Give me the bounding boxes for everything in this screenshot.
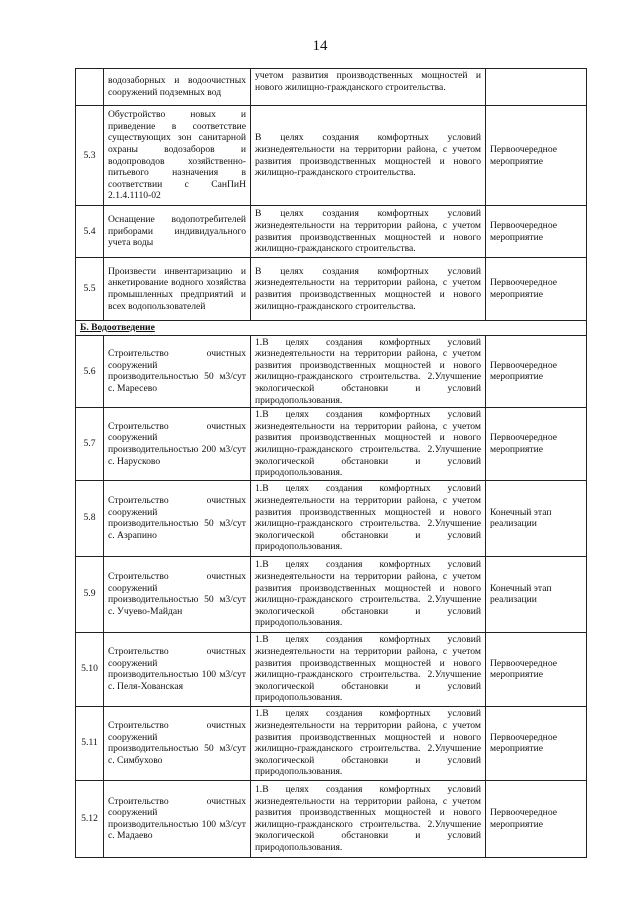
section-heading-row [76, 321, 587, 336]
measure-object: водозаборных и водоочистных сооружений подземных вод [104, 69, 251, 106]
measure-goal: 1.В целях создания комфортных условий жизнедеятельности на территории района, с учетом развития производственных мощностей и нового жилищно-гражданского строительства. 2.Улучшение экологической обстановки и условий природопользования. [251, 408, 486, 481]
measures-table [75, 68, 587, 858]
table-row [76, 632, 587, 706]
row-number [76, 69, 104, 106]
measure-goal: 1.В целях создания комфортных условий жизнедеятельности на территории района, с учетом развития производственных мощностей и нового жилищно-гражданского строительства. 2.Улучшение экологической обстановки и условий природопользования. [251, 556, 486, 632]
measure-object: Строительство очистных сооружений производительностью 50 м3/сут с. Учуево-Майдан [104, 556, 251, 632]
measure-stage: Первоочередное мероприятие [486, 706, 587, 780]
measure-goal: учетом развития производственных мощностей и нового жилищно-гражданского строительства. [251, 69, 486, 106]
measure-stage: Конечный этап реализации [486, 480, 587, 556]
measure-goal: 1.В целях создания комфортных условий жизнедеятельности на территории района, с учетом развития производственных мощностей и нового жилищно-гражданского строительства. 2.Улучшение экологической обстановки и условий природопользования. [251, 335, 486, 408]
measure-object: Строительство очистных сооружений производительностью 50 м3/сут с. Азрапино [104, 480, 251, 556]
measure-goal: В целях создания комфортных условий жизнедеятельности на территории района, с учетом развития производственных мощностей и нового жилищно-гражданского строительства. [251, 106, 486, 206]
measure-goal: 1.В целях создания комфортных условий жизнедеятельности на территории района, с учетом развития производственных мощностей и нового жилищно-гражданского строительства. 2.Улучшение экологической обстановки и условий природопользования. [251, 480, 486, 556]
measure-object: Строительство очистных сооружений производительностью 200 м3/сут с. Нарусково [104, 408, 251, 481]
measure-stage: Первоочередное мероприятие [486, 408, 587, 481]
page-number: 14 [312, 38, 328, 54]
row-number: 5.11 [76, 706, 104, 780]
row-number: 5.5 [76, 258, 104, 321]
table-row [76, 106, 587, 206]
measure-object: Строительство очистных сооружений производительностью 100 м3/сут с. Пеля-Хованская [104, 632, 251, 706]
section-heading: Б. Водоотведение [76, 321, 587, 336]
measure-stage: Первоочередное мероприятие [486, 106, 587, 206]
measure-goal: В целях создания комфортных условий жизнедеятельности на территории района, с учетом развития производственных мощностей и нового жилищно-гражданского строительства. [251, 206, 486, 258]
table-row [76, 69, 587, 106]
row-number: 5.10 [76, 632, 104, 706]
row-number: 5.4 [76, 206, 104, 258]
table-row [76, 706, 587, 780]
table-row [76, 480, 587, 556]
measure-stage: Конечный этап реализации [486, 556, 587, 632]
table-row [76, 408, 587, 481]
measure-goal: 1.В целях создания комфортных условий жизнедеятельности на территории района, с учетом развития производственных мощностей и нового жилищно-гражданского строительства. 2.Улучшение экологической обстановки и условий природопользования. [251, 706, 486, 780]
measure-object: Оснащение водопотребителей приборами индивидуального учета воды [104, 206, 251, 258]
table-row [76, 258, 587, 321]
table-row [76, 556, 587, 632]
measure-object: Строительство очистных сооружений производительностью 100 м3/сут с. Мадаево [104, 780, 251, 857]
table-row [76, 206, 587, 258]
measure-stage: Первоочередное мероприятие [486, 206, 587, 258]
measure-stage [486, 69, 587, 106]
measure-goal: 1.В целях создания комфортных условий жизнедеятельности на территории района, с учетом развития производственных мощностей и нового жилищно-гражданского строительства. 2.Улучшение экологической обстановки и условий природопользования. [251, 632, 486, 706]
row-number: 5.7 [76, 408, 104, 481]
table-row [76, 335, 587, 408]
measure-goal: В целях создания комфортных условий жизнедеятельности на территории района, с учетом развития производственных мощностей и нового жилищно-гражданского строительства. [251, 258, 486, 321]
measure-object: Обустройство новых и приведение в соответствие существующих зон санитарной охраны водозаборов и водопроводов хозяйственно-питьевого назначения в соответствии с СанПиН 2.1.4.1110-02 [104, 106, 251, 206]
row-number: 5.3 [76, 106, 104, 206]
measure-stage: Первоочередное мероприятие [486, 780, 587, 857]
measure-stage: Первоочередное мероприятие [486, 258, 587, 321]
measure-stage: Первоочередное мероприятие [486, 632, 587, 706]
measure-object: Строительство очистных сооружений производительностью 50 м3/сут с. Симбухово [104, 706, 251, 780]
measure-stage: Первоочередное мероприятие [486, 335, 587, 408]
row-number: 5.8 [76, 480, 104, 556]
row-number: 5.12 [76, 780, 104, 857]
measure-object: Произвести инвентаризацию и анкетирование водного хозяйства промышленных предприятий и всех водопользователей [104, 258, 251, 321]
measure-goal: 1.В целях создания комфортных условий жизнедеятельности на территории района, с учетом развития производственных мощностей и нового жилищно-гражданского строительства. 2.Улучшение экологической обстановки и условий природопользования. [251, 780, 486, 857]
row-number: 5.9 [76, 556, 104, 632]
row-number: 5.6 [76, 335, 104, 408]
table-row [76, 780, 587, 857]
measure-object: Строительство очистных сооружений производительностью 50 м3/сут с. Маресево [104, 335, 251, 408]
